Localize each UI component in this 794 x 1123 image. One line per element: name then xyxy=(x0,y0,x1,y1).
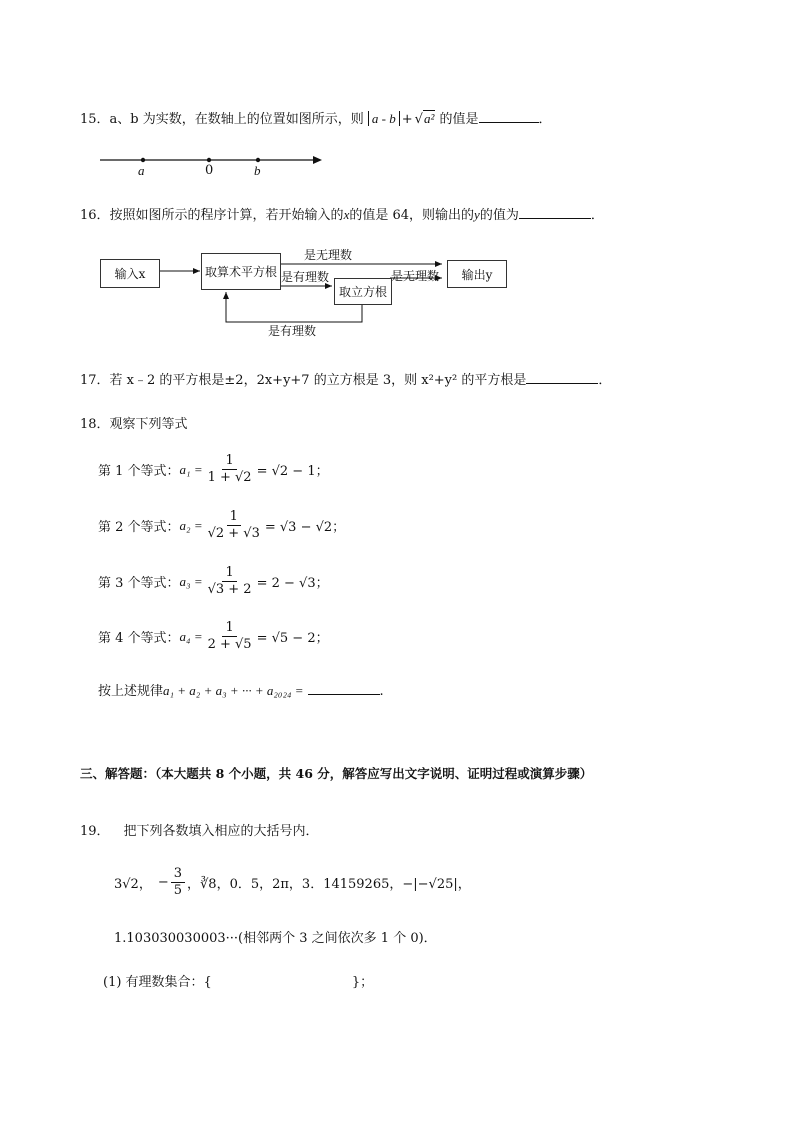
q15-sqrt: √a² xyxy=(414,111,435,127)
flow-label-rational-bottom: 是有理数 xyxy=(268,324,317,338)
q16-answer-blank[interactable] xyxy=(519,206,591,219)
flow-sqrt-box: 取算术平方根 xyxy=(201,253,281,290)
q15-plus: + xyxy=(401,112,413,127)
q18-eq3: 第 3 个等式： a₃ = $\frac{1}{√3 + 2}$ = 2 − √3； xyxy=(98,565,329,597)
point-a xyxy=(141,158,145,162)
q18-answer-blank[interactable] xyxy=(308,682,380,695)
q15-answer-blank[interactable] xyxy=(479,110,539,123)
q15-abs-expr: a - b xyxy=(368,111,400,126)
q18-eq2: 第 2 个等式： a₂ = $\frac{1}{√2 + √3}$ = √3 − √2； xyxy=(98,509,346,541)
q17-line: 17．若 x﹣2 的平方根是±2，2x+y+7 的立方根是 3，则 x²+y² 的平方根是 ． xyxy=(80,373,612,388)
flow-label-rational-mid: 是有理数 xyxy=(281,270,330,284)
q17-answer-blank[interactable] xyxy=(526,371,598,384)
number-line-label-a: a xyxy=(138,163,145,178)
q15-number: 15． xyxy=(80,112,110,127)
number-line-label-0: 0 xyxy=(205,163,214,178)
q18-title: 18．观察下列等式 xyxy=(80,417,188,432)
q19-part1: (1) 有理数集合：{ }； xyxy=(103,975,374,990)
q19-number: 19． xyxy=(80,824,110,839)
point-b xyxy=(256,158,260,162)
point-zero xyxy=(207,158,211,162)
q18-rule: 按上述规律a₁ + a₂ + a₃ + ··· + a₂₀₂₄ = . xyxy=(98,683,384,699)
flow-output-box: 输出y xyxy=(447,260,507,288)
number-line-arrow xyxy=(313,156,322,164)
q15-line: 15．a、b 为实数，在数轴上的位置如图所示，则 a - b + √a² 的值是 ． xyxy=(80,111,552,127)
q18-eq4: 第 4 个等式： a₄ = $\frac{1}{2 + √5}$ = √5 − 2； xyxy=(98,620,329,652)
flow-label-irrational-top: 是无理数 xyxy=(304,248,353,262)
q15-text2: 的值是 xyxy=(439,112,479,127)
flow-cbrt-box: 取立方根 xyxy=(334,278,392,305)
flow-label-irrational-right: 是无理数 xyxy=(391,269,440,283)
q19-numbers: 3√2， − $\frac{3}{5}$ ，∛8，0．5，2π，3．14159265， −|−√25|， xyxy=(114,866,471,898)
q15-text1: a、b 为实数，在数轴上的位置如图所示，则 xyxy=(109,112,364,127)
flow-input-box: 输入x xyxy=(100,259,160,288)
q18-eq1: 第 1 个等式： a₁ = $\frac{1}{1 + √2}$ = √2 − 1； xyxy=(98,453,329,485)
section3-title: 三、解答题：（本大题共 8 个小题，共 46 分，解答应写出文字说明、证明过程或演算步骤） xyxy=(80,766,593,781)
q16-number: 16． xyxy=(80,208,110,223)
q16-line: 16．按照如图所示的程序计算，若开始输入的x的值是 64，则输出的y的值为 ． xyxy=(80,207,604,223)
q19-line2: 1.103030030003···(相邻两个 3 之间依次多 1 个 0)． xyxy=(114,931,437,946)
q18-number: 18． xyxy=(80,417,110,432)
q17-number: 17． xyxy=(80,373,110,388)
q19-line: 19． 把下列各数填入相应的大括号内． xyxy=(80,824,319,839)
number-line-label-b: b xyxy=(254,163,261,178)
